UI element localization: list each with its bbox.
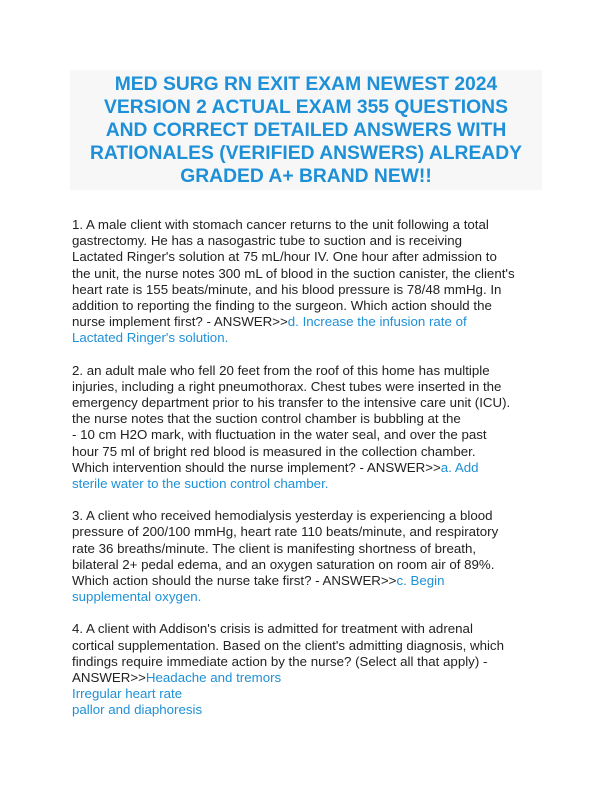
text-line xyxy=(72,233,552,249)
answer-text: c. Begin xyxy=(396,573,445,589)
title-line: RATIONALES (VERIFIED ANSWERS) ALREADY xyxy=(89,143,523,164)
text-line xyxy=(72,330,552,346)
text-line xyxy=(72,395,552,411)
question-text: nurse implement first? - ANSWER>> xyxy=(72,314,288,330)
question-text: emergency department prior to his transfer to the intensive care unit (ICU). xyxy=(72,395,511,411)
text-line xyxy=(72,670,552,686)
question-block xyxy=(72,621,552,718)
question-list xyxy=(72,217,552,735)
question-text: injuries, including a right pneumothorax. Chest tubes were inserted in the xyxy=(72,378,502,394)
question-text: 1. A male client with stomach cancer returns to the unit following a total xyxy=(72,217,489,232)
text-line xyxy=(72,411,552,427)
title-banner xyxy=(70,70,542,190)
text-line xyxy=(72,298,552,314)
title-line: AND CORRECT DETAILED ANSWERS WITH xyxy=(105,120,507,141)
question-text: bilateral 2+ pedal edema, and an oxygen saturation on room air of 89%. xyxy=(72,556,495,572)
answer-text: d. Increase the infusion rate of xyxy=(287,314,467,330)
text-line xyxy=(72,508,552,524)
title-line: VERSION 2 ACTUAL EXAM 355 QUESTIONS xyxy=(104,97,508,118)
answer-text: Irregular heart rate xyxy=(72,686,183,702)
question-text: gastrectomy. He has a nasogastric tube to suction and is receiving xyxy=(72,233,462,249)
text-line xyxy=(72,573,552,589)
text-line xyxy=(72,638,552,654)
text-line xyxy=(72,314,552,330)
question-text: rate 36 breaths/minute. The client is manifesting shortness of breath, xyxy=(72,540,477,556)
question-text: 2. an adult male who fell 20 feet from the roof of this home has multiple xyxy=(72,362,490,378)
answer-text: sterile water to the suction control chamber. xyxy=(72,476,329,492)
document-title xyxy=(70,70,542,188)
question-block xyxy=(72,363,552,493)
answer-text: Headache and tremors xyxy=(145,670,282,686)
question-text: 4. A client with Addison's crisis is admitted for treatment with adrenal xyxy=(72,621,473,637)
question-text: - 10 cm H2O mark, with fluctuation in the water seal, and over the past xyxy=(72,427,487,443)
text-line xyxy=(72,363,552,379)
question-text: Lactated Ringer's solution at 75 mL/hour IV. One hour after admission to xyxy=(72,249,497,265)
text-line xyxy=(72,654,552,670)
question-text: Which intervention should the nurse implement? - ANSWER>> xyxy=(72,459,441,475)
question-text: ANSWER>> xyxy=(72,670,146,686)
text-line xyxy=(72,427,552,443)
question-block xyxy=(72,217,552,347)
text-line xyxy=(72,541,552,557)
question-text: hour 75 ml of bright red blood is measured in the collection chamber. xyxy=(72,443,476,459)
text-line xyxy=(72,702,552,718)
text-line xyxy=(72,379,552,395)
question-text: cortical supplementation. Based on the client's admitting diagnosis, which xyxy=(72,637,504,653)
text-line xyxy=(72,249,552,265)
text-line xyxy=(72,282,552,298)
question-text: heart rate is 155 beats/minute, and his blood pressure is 78/48 mmHg. In xyxy=(72,281,502,297)
text-line xyxy=(72,557,552,573)
question-text: pressure of 200/100 mmHg, heart rate 110 beats/minute, and respiratory xyxy=(72,524,499,540)
text-line xyxy=(72,266,552,282)
title-line: GRADED A+ BRAND NEW!! xyxy=(180,166,432,187)
text-line xyxy=(72,217,552,233)
text-line xyxy=(72,686,552,702)
question-text: 3. A client who received hemodialysis yesterday is experiencing a blood xyxy=(72,508,493,524)
text-line xyxy=(72,444,552,460)
text-line xyxy=(72,476,552,492)
question-text: addition to reporting the finding to the surgeon. Which action should the xyxy=(72,298,492,314)
text-line xyxy=(72,524,552,540)
answer-text: Lactated Ringer's solution. xyxy=(72,330,229,346)
question-text: findings require immediate action by the nurse? (Select all that apply) - xyxy=(72,653,488,669)
answer-text: supplemental oxygen. xyxy=(72,589,202,605)
answer-text: a. Add xyxy=(440,459,479,475)
text-line xyxy=(72,621,552,637)
question-block xyxy=(72,508,552,605)
question-text: Which action should the nurse take first? - ANSWER>> xyxy=(72,573,397,589)
text-line xyxy=(72,460,552,476)
question-text: the unit, the nurse notes 300 mL of blood in the suction canister, the client's xyxy=(72,265,515,281)
title-line: MED SURG RN EXIT EXAM NEWEST 2024 xyxy=(114,74,498,95)
text-line xyxy=(72,589,552,605)
question-text: the nurse notes that the suction control chamber is bubbling at the xyxy=(72,411,461,427)
answer-text: pallor and diaphoresis xyxy=(72,702,203,718)
